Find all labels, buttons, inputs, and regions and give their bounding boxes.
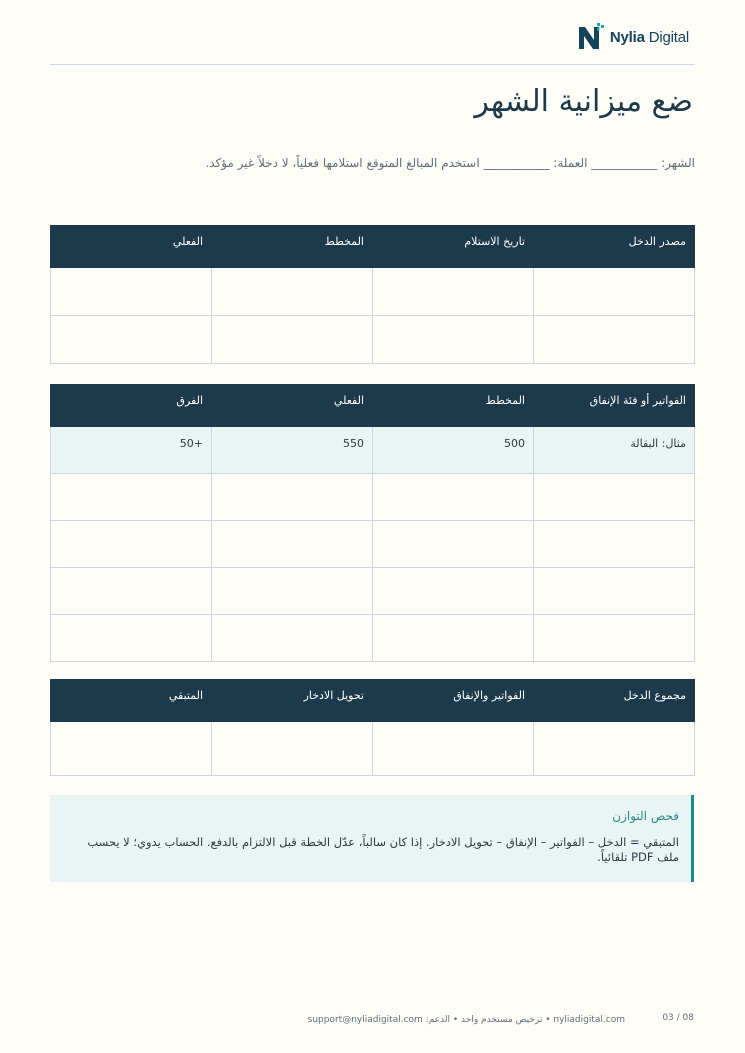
column-header: الفواتير والإنفاق — [373, 680, 534, 722]
header-divider — [50, 64, 695, 65]
table-cell[interactable] — [534, 474, 695, 521]
table-cell[interactable] — [212, 474, 373, 521]
table-cell[interactable] — [534, 521, 695, 568]
table-cell[interactable] — [212, 615, 373, 662]
brand-logo — [576, 22, 689, 52]
table-cell[interactable] — [51, 521, 212, 568]
page-number: 03 / 08 — [662, 1013, 694, 1023]
table-header-row — [51, 680, 695, 722]
table-row — [51, 474, 695, 521]
table-row — [51, 521, 695, 568]
table-cell[interactable] — [51, 722, 212, 776]
table-row — [51, 722, 695, 776]
income-table — [50, 225, 695, 364]
table-cell[interactable] — [212, 268, 373, 316]
table-cell[interactable] — [212, 521, 373, 568]
brand-name-bold: Nylia — [609, 28, 645, 46]
table-cell[interactable] — [373, 316, 534, 364]
brand-name-light: Digital — [648, 28, 689, 46]
table-cell[interactable] — [373, 521, 534, 568]
column-header: تاريخ الاستلام — [373, 226, 534, 268]
table-header-row — [51, 385, 695, 427]
table-cell[interactable] — [373, 268, 534, 316]
column-header: الفواتير أو فئة الإنفاق — [534, 385, 695, 427]
brand-name — [610, 29, 689, 46]
table-cell[interactable] — [534, 722, 695, 776]
table-row — [51, 316, 695, 364]
table-row — [51, 268, 695, 316]
table-cell[interactable] — [212, 722, 373, 776]
table-cell[interactable] — [373, 568, 534, 615]
table-cell[interactable] — [534, 316, 695, 364]
table-cell: مثال: البقالة — [534, 427, 695, 474]
table-cell[interactable] — [51, 615, 212, 662]
table-cell[interactable] — [534, 615, 695, 662]
table-cell[interactable] — [51, 316, 212, 364]
table-row — [51, 615, 695, 662]
table-cell: 550 — [212, 427, 373, 474]
column-header: الفعلي — [212, 385, 373, 427]
balance-check-callout — [50, 795, 694, 882]
table-cell[interactable] — [373, 615, 534, 662]
table-cell[interactable] — [534, 268, 695, 316]
page-subtitle: الشهر: ___________ العملة: ___________ استخدم المبالغ المتوقع استلامها فعلياً، لا دخلاً غير مؤكد. — [205, 156, 695, 170]
column-header: المخطط — [212, 226, 373, 268]
table-cell[interactable] — [212, 316, 373, 364]
table-cell[interactable] — [51, 568, 212, 615]
table-cell[interactable] — [51, 268, 212, 316]
table-cell[interactable] — [534, 568, 695, 615]
column-header: المتبقي — [51, 680, 212, 722]
column-header: الفرق — [51, 385, 212, 427]
page-title: ضع ميزانية الشهر — [474, 84, 693, 119]
callout-title: فحص التوازن — [612, 809, 679, 823]
bills-table — [50, 384, 695, 662]
example-row — [51, 427, 695, 474]
nylia-logo-icon — [576, 22, 606, 52]
table-cell: 500 — [373, 427, 534, 474]
table-cell[interactable] — [373, 474, 534, 521]
table-cell[interactable] — [51, 474, 212, 521]
table-cell[interactable] — [373, 722, 534, 776]
column-header: مجموع الدخل — [534, 680, 695, 722]
table-header-row — [51, 226, 695, 268]
table-cell: +50 — [51, 427, 212, 474]
column-header: تحويل الادخار — [212, 680, 373, 722]
table-cell[interactable] — [212, 568, 373, 615]
column-header: الفعلي — [51, 226, 212, 268]
column-header: مصدر الدخل — [534, 226, 695, 268]
callout-body: المتبقي = الدخل – الفواتير – الإنفاق – تحويل الادخار. إذا كان سالباً، عدّل الخطة قبل الالتزام بالدفع. الحساب يدوي؛ لا يحسب ملف PDF تلقائياً. — [87, 835, 679, 864]
summary-table — [50, 679, 695, 776]
footer-text: nyliadigital.com • ترخيص مستخدم واحد • الدعم: support@nyliadigital.com — [307, 1015, 625, 1025]
table-row — [51, 568, 695, 615]
column-header: المخطط — [373, 385, 534, 427]
